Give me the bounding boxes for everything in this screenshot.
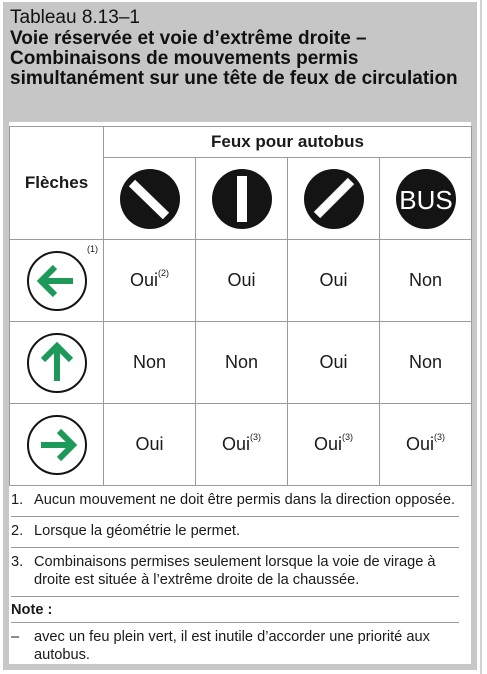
divider <box>11 622 459 623</box>
arrow-cell <box>10 322 104 404</box>
diagonal-bar-right-signal-icon <box>302 167 366 231</box>
footnote-number: 2. <box>11 523 24 539</box>
table-cell: Oui$^{(3)}$ <box>196 404 288 486</box>
note-item <box>11 628 459 664</box>
diagonal-bar-left-signal-icon <box>118 167 182 231</box>
table-cell: Non <box>196 322 288 404</box>
footnote-text: Lorsque la géométrie le permet. <box>34 523 241 539</box>
signal-cell <box>196 158 288 240</box>
movements-table-wrapper <box>9 126 471 486</box>
table-cell: Oui <box>288 322 380 404</box>
table-cell: Non <box>380 322 472 404</box>
table-cell: Non <box>104 322 196 404</box>
note-text: avec un feu plein vert, il est inutile d’accorder une priorité aux autobus. <box>34 629 430 663</box>
table-cell: Oui <box>196 240 288 322</box>
note-title: Note : <box>11 602 53 618</box>
footnote-item <box>11 522 459 540</box>
footnote-item <box>11 553 459 589</box>
footnote-number: 3. <box>11 554 24 570</box>
table-row <box>10 404 472 486</box>
movements-table <box>9 126 472 486</box>
table-title: Voie réservée et voie d’extrême droite – Combinaisons de mouvements permis simultanément sur une tête de feux de circulation <box>10 28 458 89</box>
table-header-band <box>3 2 477 122</box>
footnote-number: 1. <box>11 492 24 508</box>
table-cell: Oui <box>288 240 380 322</box>
bus-signal-icon <box>394 167 458 231</box>
table-cell: Oui$^{(3)}$ <box>380 404 472 486</box>
footnote-text: Aucun mouvement ne doit être permis dans la direction opposée. <box>34 492 456 508</box>
divider <box>11 516 459 517</box>
table-cell: Oui$^{(2)}$ <box>104 240 196 322</box>
table-cell: Oui$^{(3)}$ <box>288 404 380 486</box>
right-arrow-icon <box>25 413 89 477</box>
arrow-cell <box>10 240 104 322</box>
arrow-footnote-ref: (1) <box>87 244 98 254</box>
arrows-column-header: Flèches <box>10 127 104 240</box>
footnote-item <box>11 491 459 509</box>
arrow-cell <box>10 404 104 486</box>
bus-signals-group-header: Feux pour autobus <box>104 127 472 158</box>
signal-cell <box>288 158 380 240</box>
signal-cell <box>104 158 196 240</box>
table-cell: Oui <box>104 404 196 486</box>
footnotes-section <box>11 491 459 671</box>
footnote-text: Combinaisons permises seulement lorsque la voie de virage à droite est située à l’extrême droite de la chaussée. <box>34 554 436 588</box>
signal-cell <box>380 158 472 240</box>
divider <box>11 596 459 597</box>
bus-signal-label: BUS <box>398 184 453 215</box>
table-number: Tableau 8.13–1 <box>10 7 140 28</box>
up-arrow-icon <box>25 331 89 395</box>
vertical-bar-signal-icon <box>210 167 274 231</box>
table-cell: Non <box>380 240 472 322</box>
left-arrow-icon <box>25 249 89 313</box>
table-row <box>10 322 472 404</box>
table-row <box>10 240 472 322</box>
note-dash: – <box>11 629 20 645</box>
page-edge <box>480 0 482 674</box>
table-header-row <box>10 127 472 158</box>
divider <box>11 547 459 548</box>
